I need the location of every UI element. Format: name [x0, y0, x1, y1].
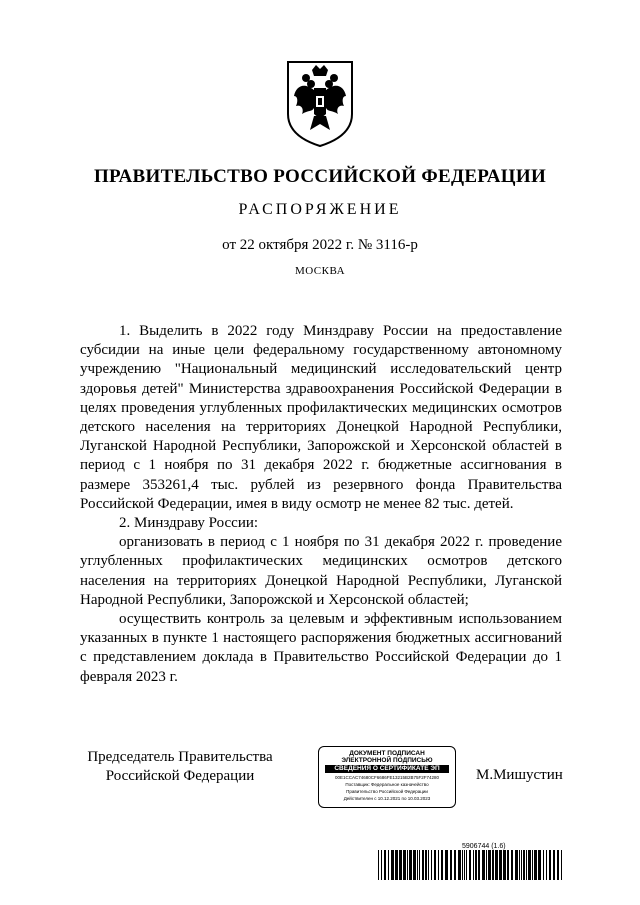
- stamp-line1: ДОКУМЕНТ ПОДПИСАН: [349, 750, 425, 757]
- stamp-owner: Правительство Российской Федерации: [346, 789, 428, 794]
- paragraph-3: организовать в период с 1 ноября по 31 декабря 2022 г. проведение углубленных профилактических медицинских осмотров детского населения на территориях Донецкой Народной Республики, Луганской Народной Республики, Запорожской и Херсонской областей;: [80, 534, 562, 608]
- stamp-serial: 00E1CCAC74680CF6686FE13215B2B75F2F74280: [334, 775, 440, 780]
- government-title: ПРАВИТЕЛЬСТВО РОССИЙСКОЙ ФЕДЕРАЦИИ: [93, 166, 547, 187]
- coat-of-arms-emblem: [284, 56, 356, 148]
- signatory-name: М.Мишустин: [476, 767, 563, 783]
- document-city: МОСКВА: [294, 265, 346, 277]
- document-date-number: от 22 октября 2022 г. № 3116-р: [222, 237, 418, 253]
- paragraph-1: 1. Выделить в 2022 году Минздраву России на предоставление субсидии на иные цели федеральному государственному автономному учреждению "Национальный медицинский исследовательский центр здоровья детей" Министерства здравоохранения Российской Федерации в целях проведения углубленных профилактических медицинских осмотров детского населения на территориях Донецкой Народной Республики, Луганской Народной Республики, Запорожской и Херсонской областей в период с 1 ноября по 31 декабря 2022 г. бюджетные ассигнования в размере 353261,4 тыс. рублей из резервного фонда Правительства Российской Федерации, имея в виду осмотр не менее 82 тыс. детей.: [80, 323, 562, 512]
- stamp-validity: Действителен с 10.12.2021 по 10.03.2023: [343, 796, 431, 801]
- document-body: [80, 322, 562, 687]
- barcode: [378, 850, 564, 880]
- signatory-position-line1: Председатель Правительства: [87, 749, 273, 765]
- stamp-line2: ЭЛЕКТРОННОЙ ПОДПИСЬЮ: [341, 757, 433, 764]
- document-reference: 5906744 (1.6): [462, 843, 506, 850]
- document-type: РАСПОРЯЖЕНИЕ: [238, 201, 402, 218]
- paragraph-2: 2. Минздраву России:: [119, 515, 259, 532]
- signatory-position-line2: Российской Федерации: [105, 768, 255, 784]
- signatory-position: [80, 748, 280, 786]
- stamp-certificate-header: СВЕДЕНИЯ О СЕРТИФИКАТЕ ЭП: [325, 765, 449, 773]
- electronic-signature-stamp: [318, 746, 456, 808]
- stamp-issuer: Поставщик: Федеральное казначейство: [345, 782, 429, 787]
- paragraph-4: осуществить контроль за целевым и эффективным использованием указанных в пункте 1 настоящего распоряжения бюджетных ассигнований с представлением доклада в Правительство Российской Федерации до 1 февраля 2023 г.: [80, 611, 562, 685]
